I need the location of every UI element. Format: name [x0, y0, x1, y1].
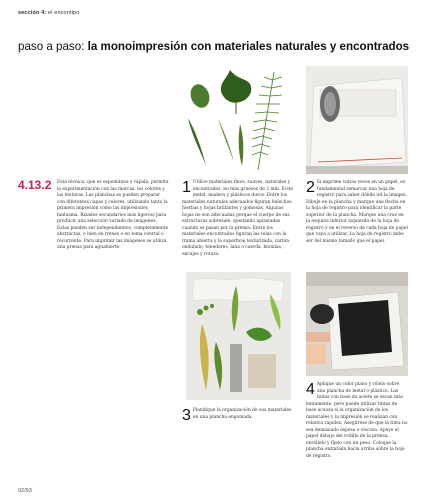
step-2-number: 2	[306, 179, 315, 196]
figure-number: 4.13.2	[18, 178, 52, 192]
step-3-number: 3	[182, 407, 191, 424]
step-1	[182, 180, 295, 259]
section-topic: el encontipo	[48, 10, 80, 16]
photo-leaves	[182, 66, 294, 174]
page-number: 92/93	[18, 488, 32, 494]
step-2	[306, 180, 408, 245]
title-prefix: paso a paso:	[18, 40, 88, 53]
intro-text: Esta técnica, que es espontánea y rápida, permite la experimentación con las marcas, los colores y las texturas. Las planchas se pueden preparar con diferentes capas y colores, utilizando tanto la primera impresión como las impresiones fantasma. Rizados secundarios más ligeros) para producir una selección variada de imágenes. Estas pueden ser independientes, completamente abstractas, o bien en trenes o en tema central o recurrente. Para imprimir las imágenes se utiliza una prensa para aguafuerte.	[57, 180, 169, 251]
running-header	[18, 10, 79, 16]
step-4-number: 4	[306, 381, 315, 398]
step-3-text: Planifique la organización de sus materiales en una plancha engomada.	[192, 408, 292, 420]
photo-arranged-materials	[186, 272, 291, 400]
step-3	[182, 408, 295, 423]
photo-registration-sheet	[306, 66, 408, 174]
step-1-text: Utilice materiales finos, suaves, naturales y encontrados, no más gruesos de 2 mm. Evite metal, madera y plásticos duros. Entre los materiales naturales adecuados figuran helechos, hierbas y hojas brillantes y gomosas. Algunas hojas no son adecuadas porque el cuerpo de sus estructuras sobresale, quedando aplastadas cuando se pasan por la prensa. Entre los materiales encontrados figuran las telas con la trama abierta y la superficie texturizada, cartón ondulado, tenedores, lana o cuerda, blondas, encajes y rotura.	[182, 180, 293, 258]
step-4	[306, 382, 408, 461]
step-1-number: 1	[182, 179, 191, 196]
page-title	[18, 40, 409, 53]
section-label: sección 4:	[18, 10, 47, 16]
title-main: la monoimpresión con materiales naturales y encontrados	[87, 40, 410, 53]
photo-inking-plate	[306, 272, 408, 376]
step-2-text: Si imprime varias veces en un papel, es fundamental remarcar una hoja de registro para saber dónde irá la imagen. Dibuje en la plancha y marque una flecha en la hoja de registro para identificar la parte superior de la plancha. Marque una cruz en la esquina inferior izquierda de la hoja de registro y en el reverso de cada hoja de papel que vaya a utilizar. La hoja de registro debe ser del mismo tamaño que el papel.	[306, 180, 408, 244]
step-4-text: Aplique un color plano y rólelo sobre una plancha de metal o plástico. Las tintas con base de aceite se secan más lentamente, pero puede utilizar tintas de base acuosa si la organización de los materiales y la impresión se realizan con relativa rapidez. Asegúrese de que la tinta no sea demasiado espesa o viscosa. Apoye el papel debajo del rodillo de la prensa, enróllelo y fíjelo con un peso. Coloque la plancha entintada hacia arriba sobre la hoja de registro.	[306, 382, 408, 460]
